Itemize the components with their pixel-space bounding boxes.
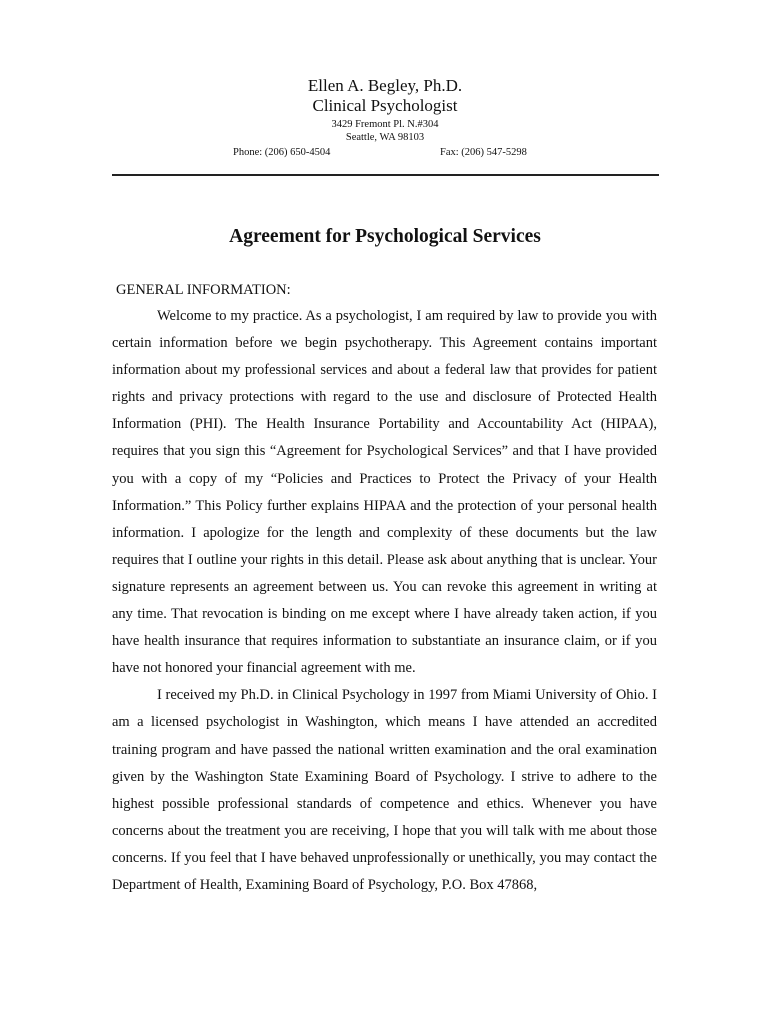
section-heading: GENERAL INFORMATION: — [116, 282, 291, 298]
fax-number: Fax: (206) 547-5298 — [440, 147, 527, 158]
paragraph-credentials: I received my Ph.D. in Clinical Psychology in 1997 from Miami University of Ohio. I am a licensed psychologist in Washington, which means I have attended an accredited training program and have passed the national written examination and the oral examination given by the Washington State Examining Board of Psychology. I strive to adhere to the highest possible professional standards of competence and ethics. Whenever you have concerns about the treatment you are receiving, I hope that you will talk with me about those concerns. If you feel that I have behaved unprofessionally or unethically, you may contact the Department of Health, Examining Board of Psychology, P.O. Box 47868, — [112, 687, 657, 893]
paragraph-welcome: Welcome to my practice. As a psychologist, I am required by law to provide you with certain information before we begin psychotherapy. This Agreement contains important information about my professional services and about a federal law that provides for patient rights and privacy protections with regard to the use and disclosure of Protected Health Information (PHI). The Health Insurance Portability and Accountability Act (HIPAA), requires that you sign this “Agreement for Psychological Services” and that I have provided you with a copy of my “Policies and Practices to Protect the Privacy of your Health Information.” This Policy further explains HIPAA and the protection of your personal health information. I apologize for the length and complexity of these documents but the law requires that I outline your rights in this detail. Please ask about anything that is unclear. Your signature represents an agreement between us. You can revoke this agreement in writing at any time. That revocation is binding on me except where I have already taken action, if you have health insurance that requires information to substantiate an insurance claim, or if you have not honored your financial agreement with me. — [112, 308, 657, 677]
letterhead — [0, 76, 770, 144]
document-body — [112, 303, 657, 899]
practitioner-name: Ellen A. Begley, Ph.D. — [307, 76, 463, 95]
practitioner-title: Clinical Psychologist — [312, 96, 458, 115]
address-line-1: 3429 Fremont Pl. N.#304 — [331, 119, 439, 130]
address-line-2: Seattle, WA 98103 — [345, 132, 425, 143]
document-title: Agreement for Psychological Services — [229, 226, 541, 247]
phone-number: Phone: (206) 650-4504 — [233, 147, 331, 158]
letterhead-divider — [112, 174, 659, 176]
contact-row — [0, 146, 770, 160]
